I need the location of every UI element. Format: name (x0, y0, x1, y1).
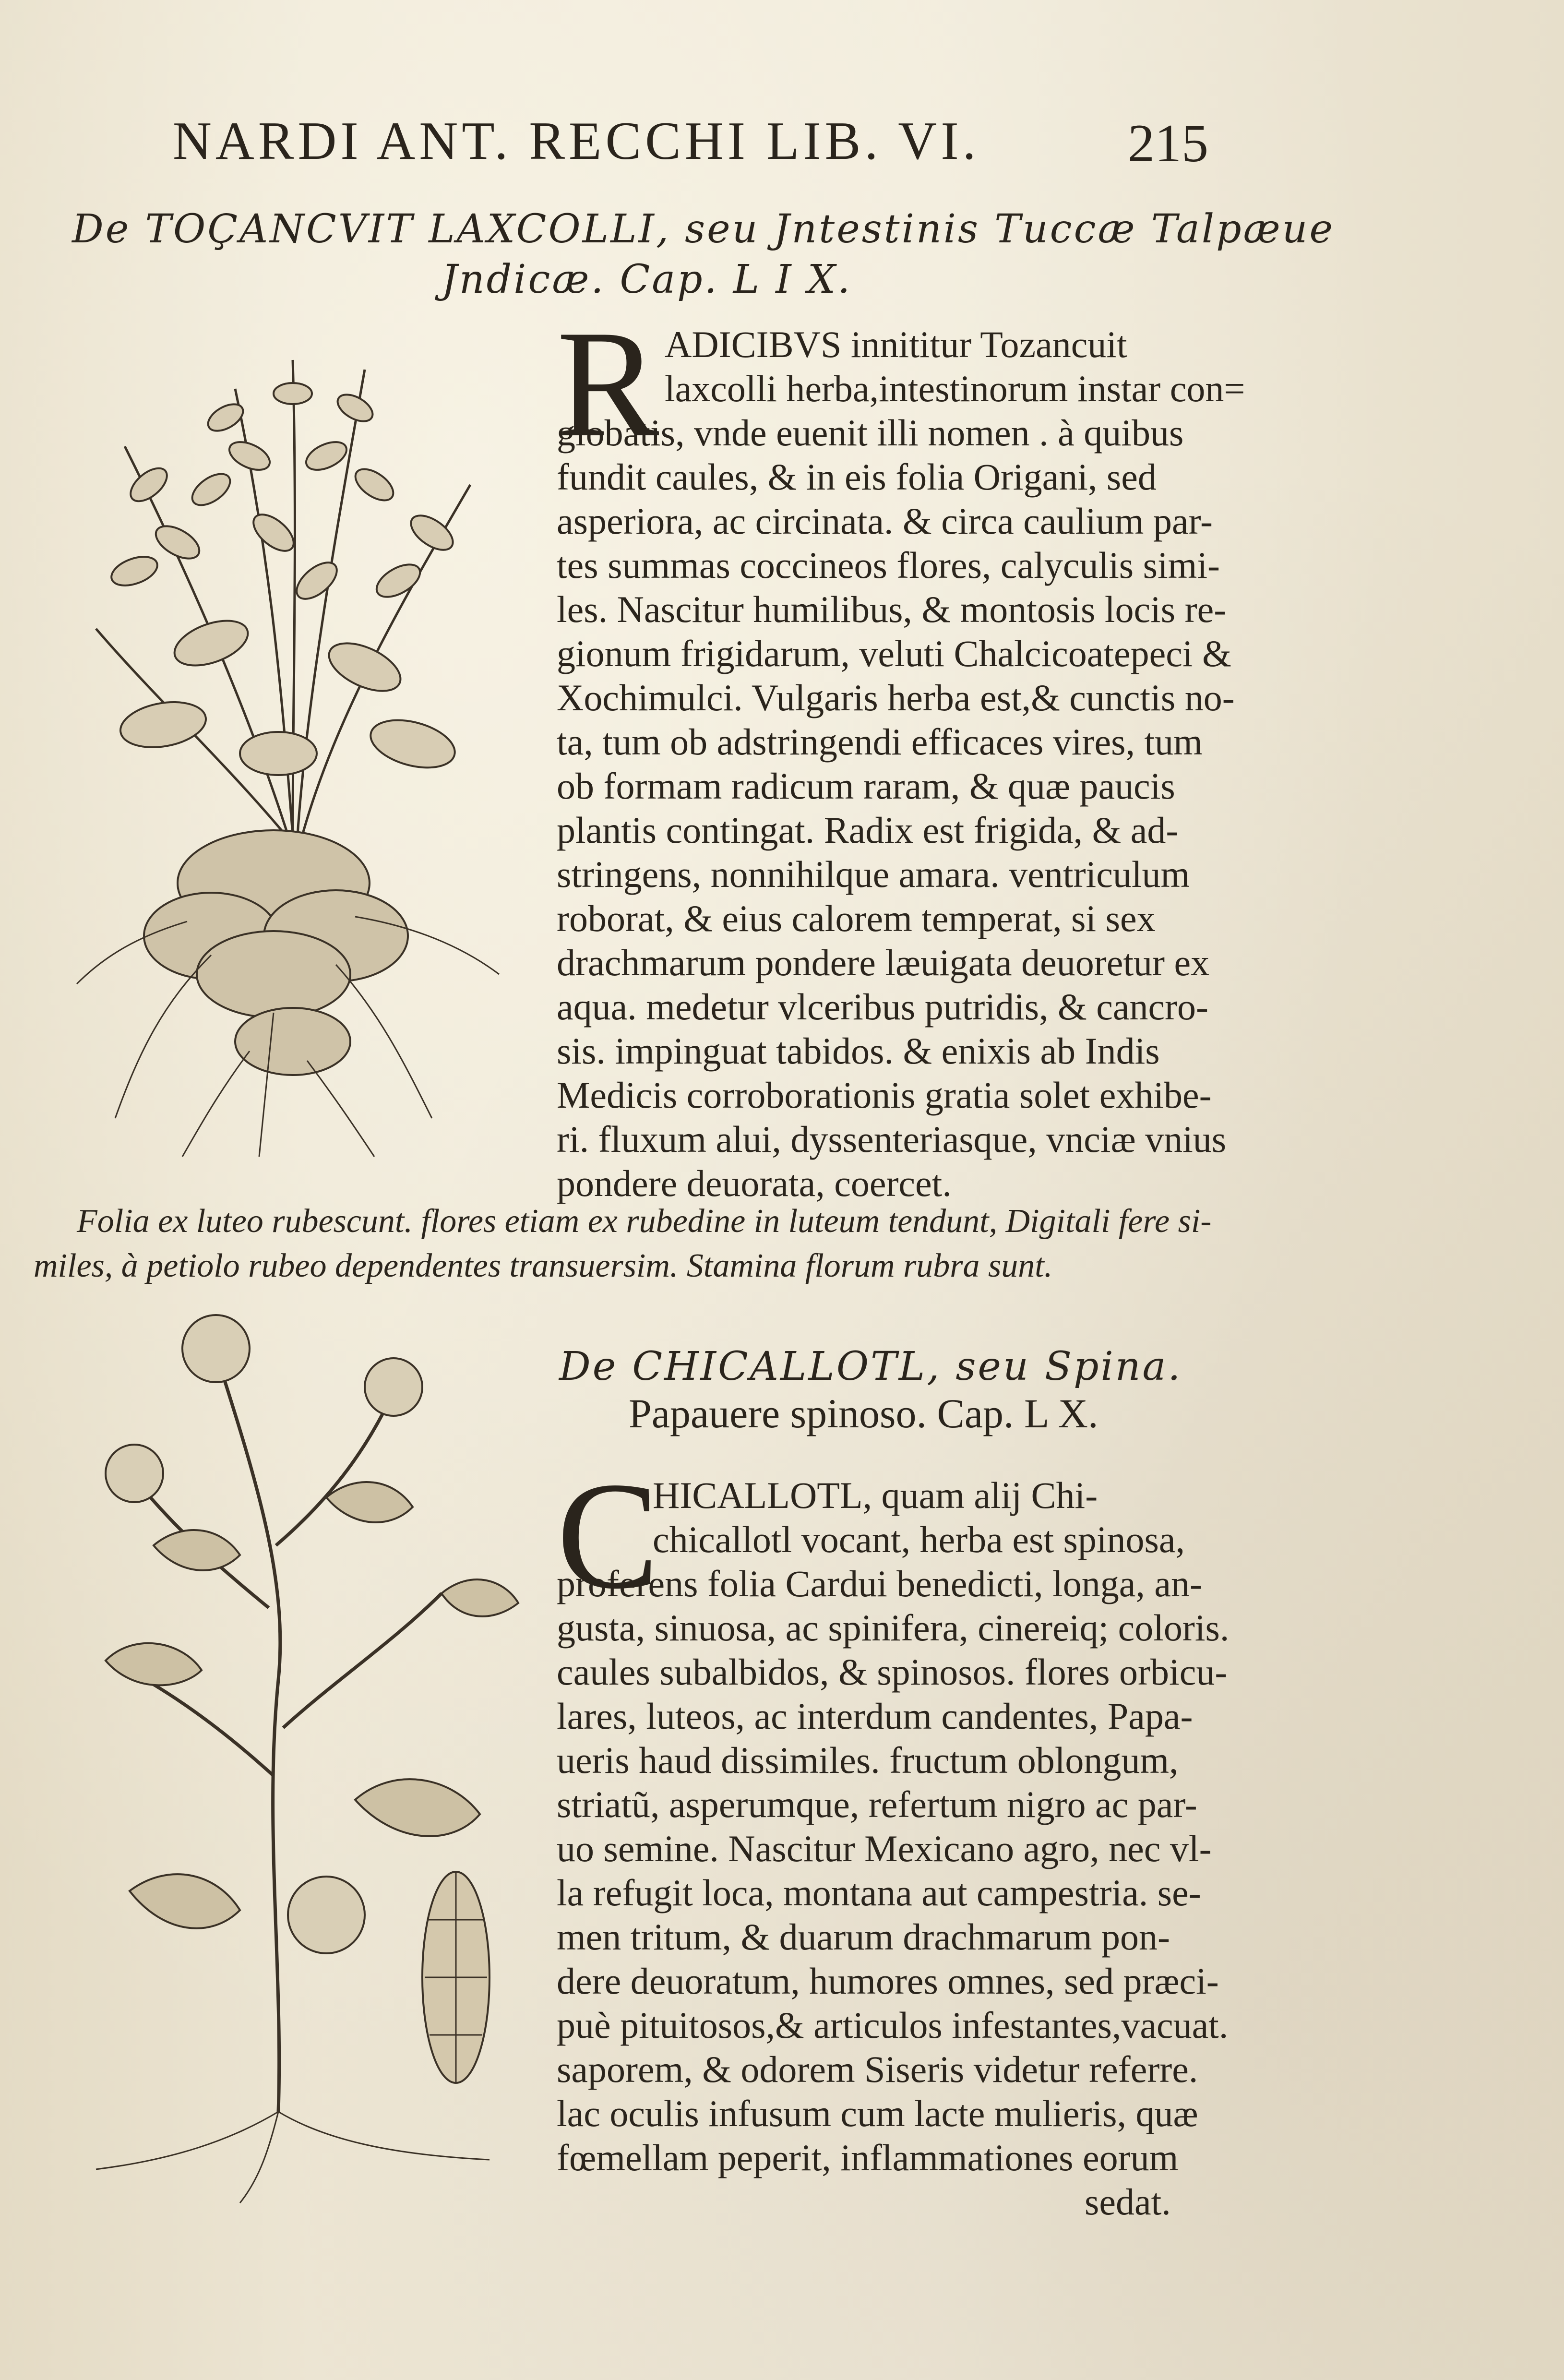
chapter-60-line-5: caules subalbidos, & spinosos. flores orbicu- (557, 1651, 1228, 1693)
chapter-59-line-19: ri. fluxum alui, dyssenteriasque, vnciæ vnius (557, 1118, 1227, 1160)
chapter-59-line-7: les. Nascitur humilibus, & montosis locis re- (557, 588, 1227, 630)
chapter-59-caption-line-1: Folia ex luteo rubescunt. flores etiam ex rubedine in luteum tendunt, Digitali fere si- (77, 1203, 1212, 1240)
chapter-60-line-2: chicallotl vocant, herba est spinosa, (653, 1519, 1185, 1560)
chapter-60-line-1: HICALLOTL, quam alij Chi- (653, 1474, 1098, 1516)
chapter-60-line-15: lac oculis infusum cum lacte mulieris, quæ (557, 2093, 1198, 2134)
chapter-60-line-11: men tritum, & duarum drachmarum pon- (557, 1916, 1170, 1958)
chapter-59-line-8: gionum frigidarum, veluti Chalcicoatepeci & (557, 633, 1231, 674)
chapter-59-dropcap: R (557, 299, 659, 469)
chapter-59-line-14: roborat, & eius calorem temperat, si sex (557, 897, 1156, 939)
chapter-60-line-9: uo semine. Nascitur Mexicano agro, nec vl- (557, 1828, 1212, 1869)
chapter-59-line-13: stringens, nonnihilque amara. ventriculum (557, 853, 1190, 895)
chapter-59-line-12: plantis contingat. Radix est frigida, & ad- (557, 809, 1179, 851)
chapter-59-line-16: aqua. medetur vlceribus putridis, & cancro- (557, 986, 1209, 1028)
chapter-60-line-12: dere deuoratum, humores omnes, sed præci- (557, 1960, 1219, 2002)
chapter-60-line-3: proferens folia Cardui benedicti, longa, an- (557, 1563, 1203, 1604)
page-number: 215 (1128, 114, 1208, 173)
chapter-60-line-10: la refugit loca, montana aut campestria. se- (557, 1872, 1201, 1914)
chapter-59-line-20: pondere deuorata, coercet. (557, 1162, 952, 1204)
chapter-60-line-8: striatũ, asperumque, refertum nigro ac par- (557, 1783, 1197, 1825)
running-header: NARDI ANT. RECCHI LIB. VI. (173, 111, 980, 171)
chapter-59-line-6: tes summas coccineos flores, calyculis simi- (557, 544, 1220, 586)
chapter-59-line-5: asperiora, ac circinata. & circa caulium par- (557, 500, 1213, 542)
chapter-59-title-line-2: Jndicæ. Cap. L I X. (442, 257, 852, 302)
chapter-59-line-4: fundit caules, & in eis folia Origani, sed (557, 456, 1157, 498)
chapter-59-line-15: drachmarum pondere læuigata deuoretur ex (557, 942, 1210, 983)
chapter-60-line-17: sedat. (1085, 2181, 1171, 2223)
chapter-60-dropcap: C (557, 1451, 659, 1621)
chapter-59-caption-line-2: miles, à petiolo rubeo dependentes transuersim. Stamina florum rubra sunt. (34, 1247, 1053, 1284)
chapter-59-line-11: ob formam radicum raram, & quæ paucis (557, 765, 1175, 807)
tozancuitlaxcolli-woodcut (67, 331, 509, 1166)
chapter-59-line-18: Medicis corroborationis gratia solet exhibe- (557, 1074, 1212, 1116)
chapter-59-line-17: sis. impinguat tabidos. & enixis ab Indis (557, 1030, 1160, 1072)
chapter-60-line-16: fœmellam peperit, inflammationes eorum (557, 2137, 1179, 2178)
chapter-60-line-6: lares, luteos, ac interdum candentes, Papa- (557, 1695, 1193, 1737)
chapter-59-line-3: globatis, vnde euenit illi nomen . à quibus (557, 412, 1184, 454)
chapter-60-line-14: saporem, & odorem Siseris videtur referre. (557, 2048, 1198, 2090)
chapter-59-title-line-1: De TOÇANCVIT LAXCOLLI, seu Jntestinis Tuccæ Talpæue (72, 206, 1335, 252)
chapter-59-line-1: ADICIBVS innititur Tozancuit (665, 323, 1127, 365)
chapter-59-line-10: ta, tum ob adstringendi efficaces vires, tum (557, 721, 1203, 763)
chapter-59-line-9: Xochimulci. Vulgaris herba est,& cunctis no- (557, 677, 1235, 718)
chapter-60-title-line-1: De CHICALLOTL, seu Spina. (559, 1344, 1182, 1389)
chicallotl-woodcut (58, 1296, 542, 2208)
chapter-60-line-4: gusta, sinuosa, ac spinifera, cinereiq; coloris. (557, 1607, 1230, 1649)
chapter-60-title-line-2: Papauere spinoso. Cap. L X. (629, 1390, 1098, 1436)
chapter-60-line-13: puè pituitosos,& articulos infestantes,vacuat. (557, 2004, 1229, 2046)
chapter-59-line-2: laxcolli herba,intestinorum instar con= (665, 368, 1245, 409)
chapter-60-line-7: ueris haud dissimiles. fructum oblongum, (557, 1739, 1179, 1781)
